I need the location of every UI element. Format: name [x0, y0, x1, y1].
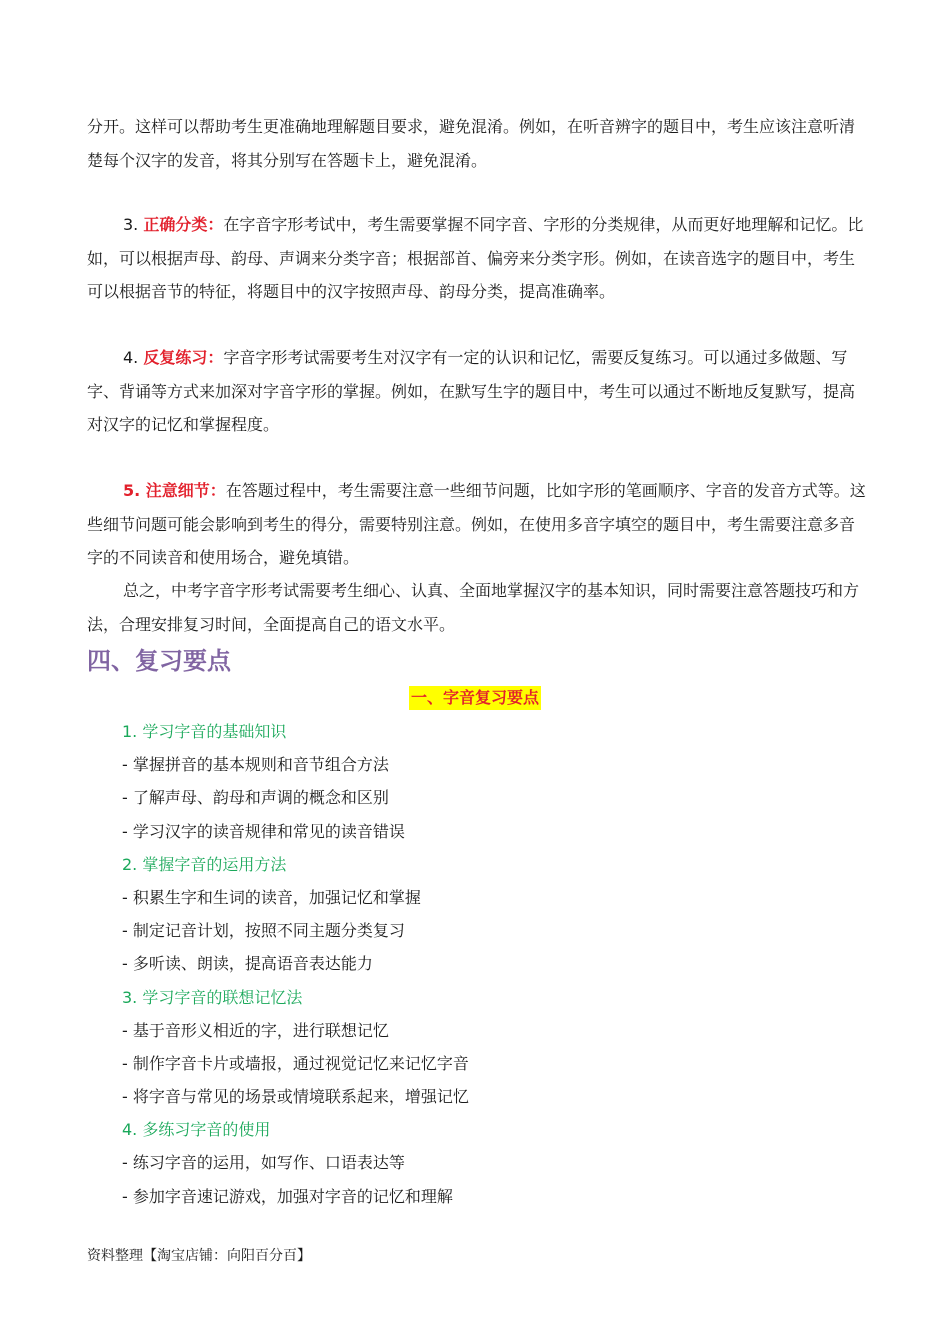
- outline-heading: 2. 掌握字音的运用方法: [122, 854, 287, 874]
- outline-item: - 积累生字和生词的读音，加强记忆和掌握: [122, 887, 421, 907]
- item-number: 4.: [123, 348, 144, 367]
- paragraph-attention-to-detail: [87, 474, 867, 575]
- outline-item: - 将字音与常见的场景或情境联系起来，增强记忆: [122, 1087, 469, 1107]
- outline-item: - 多听读、朗读，提高语音表达能力: [122, 954, 373, 974]
- paragraph-repeated-practice: [87, 341, 867, 442]
- outline-item: - 学习汉字的读音规律和常见的读音错误: [122, 821, 405, 841]
- paragraph-continuation: 分开。这样可以帮助考生更准确地理解题目要求，避免混淆。例如，在听音辨字的题目中，考生应该注意听清楚每个汉字的发音，将其分别写在答题卡上，避免混淆。: [87, 117, 856, 170]
- item-text: 在答题过程中，考生需要注意一些细节问题，比如字形的笔画顺序、字音的发音方式等。这些细节问题可能会影响到考生的得分，需要特别注意。例如，在使用多音字填空的题目中，考生需要注意多音字的不同读音和使用场合，避免填错。: [87, 481, 866, 567]
- outline-item: - 了解声母、韵母和声调的概念和区别: [122, 788, 389, 808]
- review-outline: [122, 715, 862, 1213]
- footer-source: 资料整理【淘宝店铺：向阳百分百】: [87, 1248, 311, 1264]
- outline-item: - 制定记音计划，按照不同主题分类复习: [122, 921, 405, 941]
- highlighted-subheading: 一、字音复习要点: [409, 686, 541, 710]
- outline-heading: 4. 多练习字音的使用: [122, 1120, 271, 1140]
- outline-item: - 基于音形义相近的字，进行联想记忆: [122, 1020, 389, 1040]
- item-label: 反复练习：: [143, 348, 224, 367]
- item-number: 3.: [123, 215, 144, 234]
- paragraph-summary: 总之，中考字音字形考试需要考生细心、认真、全面地掌握汉字的基本知识，同时需要注意答题技巧和方法，合理安排复习时间，全面提高自己的语文水平。: [87, 581, 860, 634]
- item-label: 5. 注意细节：: [123, 481, 226, 500]
- outline-item: - 练习字音的运用，如写作、口语表达等: [122, 1153, 405, 1173]
- item-label: 正确分类：: [143, 215, 224, 234]
- item-text: 字音字形考试需要考生对汉字有一定的认识和记忆，需要反复练习。可以通过多做题、写字、背诵等方式来加深对字音字形的掌握。例如，在默写生字的题目中，考生可以通过不断地反复默写，提高对汉字的记忆和掌握程度。: [87, 348, 856, 434]
- section-heading: 四、复习要点: [87, 647, 231, 675]
- outline-item: - 制作字音卡片或墙报，通过视觉记忆来记忆字音: [122, 1053, 469, 1073]
- outline-heading: 1. 学习字音的基础知识: [122, 722, 287, 741]
- outline-heading: 3. 学习字音的联想记忆法: [122, 987, 303, 1007]
- subheading-row: [0, 686, 950, 710]
- outline-item: - 掌握拼音的基本规则和音节组合方法: [122, 755, 389, 775]
- item-text: 在字音字形考试中，考生需要掌握不同字音、字形的分类规律，从而更好地理解和记忆。比如，可以根据声母、韵母、声调来分类字音；根据部首、偏旁来分类字形。例如，在读音选字的题目中，考生可以根据音节的特征，将题目中的汉字按照声母、韵母分类，提高准确率。: [87, 215, 864, 301]
- outline-item: - 参加字音速记游戏，加强对字音的记忆和理解: [122, 1186, 453, 1206]
- paragraph-correct-classification: [87, 208, 867, 309]
